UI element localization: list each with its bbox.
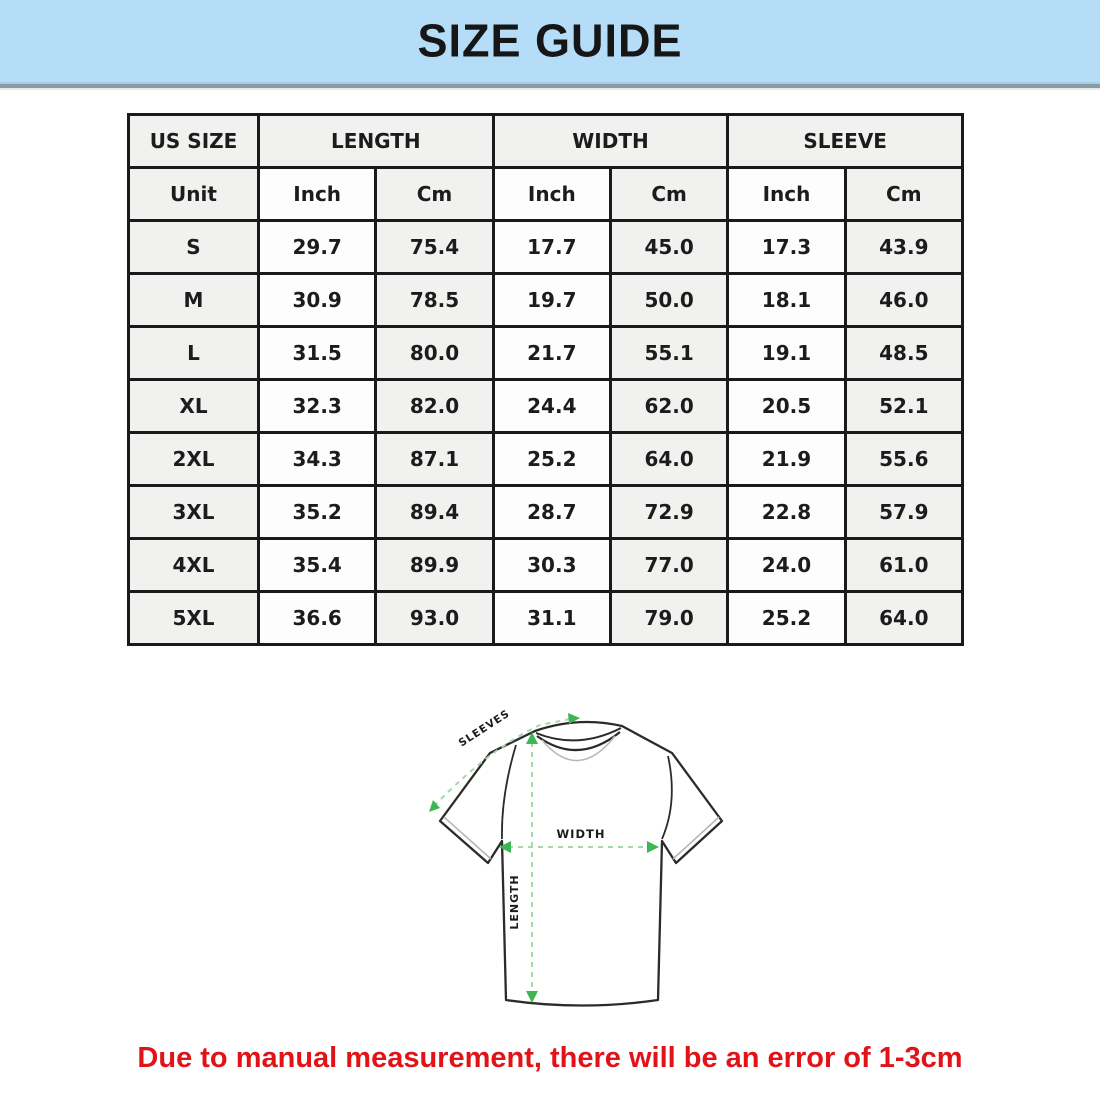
unit-cell: Inch [259, 168, 376, 221]
size-cell: 55.6 [845, 433, 962, 486]
sleeve-seam [662, 756, 672, 839]
size-cell: 79.0 [610, 592, 727, 645]
cuff-hem [444, 817, 491, 859]
size-label: S [129, 221, 259, 274]
size-cell: 32.3 [259, 380, 376, 433]
size-label: 3XL [129, 486, 259, 539]
width-arrow-right-icon [647, 841, 659, 853]
size-label: 5XL [129, 592, 259, 645]
tshirt-diagram [400, 690, 790, 1040]
size-cell: 52.1 [845, 380, 962, 433]
size-cell: 35.4 [259, 539, 376, 592]
size-cell: 87.1 [376, 433, 493, 486]
size-cell: 48.5 [845, 327, 962, 380]
banner [0, 0, 1100, 84]
sleeve-seam [502, 745, 516, 839]
sleeve-measure-line [436, 719, 570, 804]
size-cell: 93.0 [376, 592, 493, 645]
note-text: Due to manual measurement, there will be an error of 1-3cm [137, 1042, 963, 1074]
size-cell: 25.2 [493, 433, 610, 486]
col-header-length: LENGTH [259, 115, 494, 168]
size-cell: 62.0 [610, 380, 727, 433]
tshirt-outline-icon [440, 722, 722, 1006]
size-cell: 19.1 [728, 327, 845, 380]
size-cell: 45.0 [610, 221, 727, 274]
size-label: 4XL [129, 539, 259, 592]
size-cell: 77.0 [610, 539, 727, 592]
table-row [129, 433, 963, 486]
length-arrow-down-icon [526, 991, 538, 1003]
size-cell: 24.4 [493, 380, 610, 433]
size-cell: 72.9 [610, 486, 727, 539]
collar-icon [536, 728, 621, 740]
size-cell: 78.5 [376, 274, 493, 327]
size-cell: 55.1 [610, 327, 727, 380]
page-title: SIZE GUIDE [417, 13, 683, 68]
sleeve-arrow-end-icon [429, 800, 440, 812]
unit-cell: Cm [610, 168, 727, 221]
cuff-hem [673, 817, 719, 859]
length-label: LENGTH [508, 874, 521, 930]
unit-cell: Cm [376, 168, 493, 221]
size-cell: 30.3 [493, 539, 610, 592]
size-cell: 31.1 [493, 592, 610, 645]
size-cell: 31.5 [259, 327, 376, 380]
size-label: M [129, 274, 259, 327]
sleeves-label: SLEEVES [456, 707, 513, 750]
size-cell: 34.3 [259, 433, 376, 486]
size-cell: 75.4 [376, 221, 493, 274]
table-row [129, 592, 963, 645]
size-cell: 30.9 [259, 274, 376, 327]
size-cell: 43.9 [845, 221, 962, 274]
size-cell: 64.0 [845, 592, 962, 645]
col-header-us-size: US SIZE [129, 115, 259, 168]
size-label: XL [129, 380, 259, 433]
table-row [129, 380, 963, 433]
size-cell: 20.5 [728, 380, 845, 433]
unit-cell: Inch [493, 168, 610, 221]
size-label: 2XL [129, 433, 259, 486]
size-cell: 25.2 [728, 592, 845, 645]
size-cell: 21.7 [493, 327, 610, 380]
table-header-row [129, 115, 963, 168]
col-header-sleeve: SLEEVE [728, 115, 963, 168]
table-row [129, 486, 963, 539]
unit-cell: Inch [728, 168, 845, 221]
col-header-width: WIDTH [493, 115, 728, 168]
size-cell: 61.0 [845, 539, 962, 592]
table-row [129, 327, 963, 380]
size-cell: 17.7 [493, 221, 610, 274]
size-table [127, 113, 964, 646]
size-cell: 35.2 [259, 486, 376, 539]
size-cell: 57.9 [845, 486, 962, 539]
size-cell: 89.9 [376, 539, 493, 592]
table-row [129, 221, 963, 274]
table-row [129, 539, 963, 592]
unit-header-row [129, 168, 963, 221]
table-row [129, 274, 963, 327]
size-cell: 80.0 [376, 327, 493, 380]
size-cell: 29.7 [259, 221, 376, 274]
size-cell: 28.7 [493, 486, 610, 539]
size-cell: 19.7 [493, 274, 610, 327]
size-label: L [129, 327, 259, 380]
size-cell: 82.0 [376, 380, 493, 433]
size-cell: 89.4 [376, 486, 493, 539]
size-cell: 17.3 [728, 221, 845, 274]
size-cell: 64.0 [610, 433, 727, 486]
unit-cell: Cm [845, 168, 962, 221]
size-cell: 21.9 [728, 433, 845, 486]
size-cell: 24.0 [728, 539, 845, 592]
size-cell: 50.0 [610, 274, 727, 327]
size-cell: 36.6 [259, 592, 376, 645]
unit-header: Unit [129, 168, 259, 221]
width-label: WIDTH [556, 827, 606, 841]
size-cell: 22.8 [728, 486, 845, 539]
size-cell: 18.1 [728, 274, 845, 327]
size-cell: 46.0 [845, 274, 962, 327]
